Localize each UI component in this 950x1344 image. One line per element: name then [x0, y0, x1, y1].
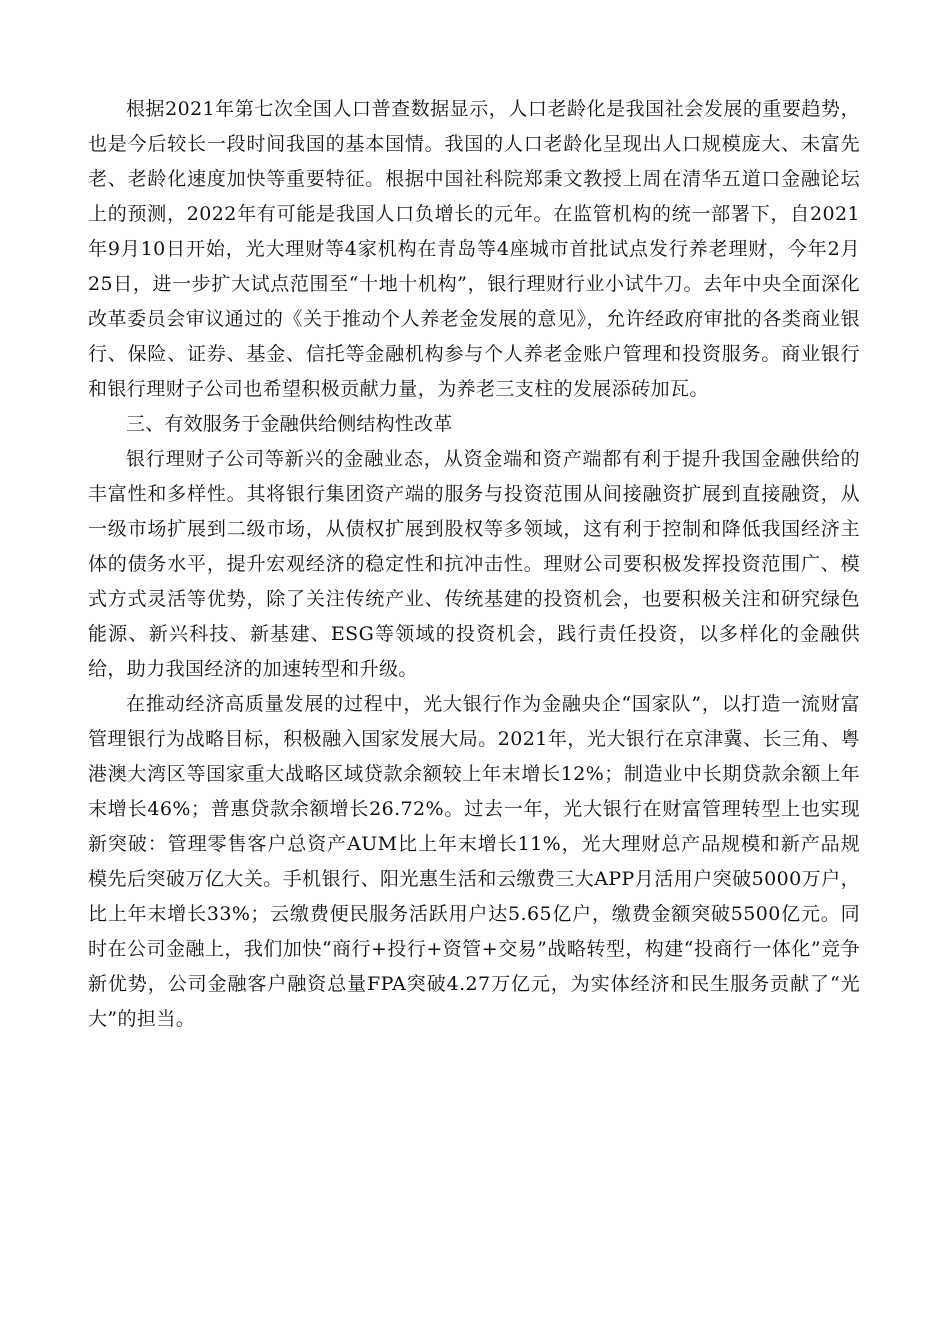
section-heading-supply-side-reform: 三、有效服务于金融供给侧结构性改革: [126, 413, 453, 435]
paragraph-everbright-bank-results: 在推动经济高质量发展的过程中，光大银行作为金融央企“国家队”，以打造一流财富管理银行为战略目标，积极融入国家发展大局。2021年，光大银行在京津冀、长三角、粤港澳大湾区等国家重大战略区域贷款余额较上年末增长12%；制造业中长期贷款余额上年末增长46%；普惠贷款余额增长26.72%。过去一年，光大银行在财富管理转型上也实现新突破：管理零售客户总资产AUM比上年末增长11%，光大理财总产品规模和新产品规模先后突破万亿大关。手机银行、阳光惠生活和云缴费三大APP月活用户突破5000万户，比上年末增长33%；云缴费便民服务活跃用户达5.65亿户，缴费金额突破5500亿元。同时在公司金融上，我们加快“商行+投行+资管+交易”战略转型，构建“投商行一体化”竞争新优势，公司金融客户融资总量FPA突破4.27万亿元，为实体经济和民生服务贡献了“光大”的担当。: [88, 693, 860, 1030]
document-page: [88, 92, 860, 1037]
paragraph-wealth-management-subsidiaries: 银行理财子公司等新兴的金融业态，从资金端和资产端都有利于提升我国金融供给的丰富性和多样性。其将银行集团资产端的服务与投资范围从间接融资扩展到直接融资，从一级市场扩展到二级市场，从债权扩展到股权等多领域，这有利于控制和降低我国经济主体的债务水平，提升宏观经济的稳定性和抗冲击性。理财公司要积极发挥投资范围广、模式方式灵活等优势，除了关注传统产业、传统基建的投资机会，也要积极关注和研究绿色能源、新兴科技、新基建、ESG等领域的投资机会，践行责任投资，以多样化的金融供给，助力我国经济的加速转型和升级。: [88, 448, 860, 680]
paragraph-aging-population: 根据2021年第七次全国人口普查数据显示，人口老龄化是我国社会发展的重要趋势，也是今后较长一段时间我国的基本国情。我国的人口老龄化呈现出人口规模庞大、未富先老、老龄化速度加快等重要特征。根据中国社科院郑秉文教授上周在清华五道口金融论坛上的预测，2022年有可能是我国人口负增长的元年。在监管机构的统一部署下，自2021年9月10日开始，光大理财等4家机构在青岛等4座城市首批试点发行养老理财，今年2月25日，进一步扩大试点范围至“十地十机构”，银行理财行业小试牛刀。去年中央全面深化改革委员会审议通过的《关于推动个人养老金发展的意见》，允许经政府审批的各类商业银行、保险、证券、基金、信托等金融机构参与个人养老金账户管理和投资服务。商业银行和银行理财子公司也希望积极贡献力量，为养老三支柱的发展添砖加瓦。: [88, 98, 860, 400]
